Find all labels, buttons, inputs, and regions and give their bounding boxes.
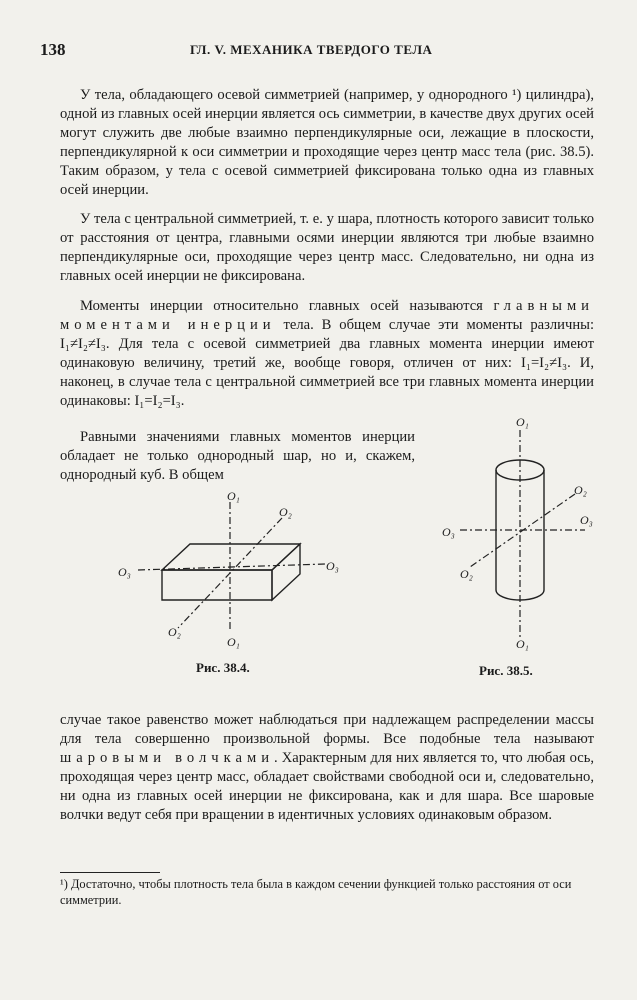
label-o1-bottom: O₁	[227, 635, 240, 649]
paragraph-4: Равными значениями главных моментов инерции обладает не только однородный шар, но и, скажем, однородный куб. В общем	[60, 429, 415, 483]
label-o3-left: O₃	[442, 525, 455, 539]
term-principal-moments: главными моментами инерции	[60, 298, 594, 333]
running-title: ГЛ. V. МЕХАНИКА ТВЕРДОГО ТЕЛА	[190, 42, 433, 57]
paragraph-2: У тела с центральной симметрией, т. е. у шара, плотность которого зависит только от расстояния от центра, главными осями инерции являются три любые взаимно перпендикулярные оси, проходящие через центр масс. Следовательно, ни одна из главных осей инерции не фиксирована.	[60, 211, 594, 284]
paragraph-1: У тела, обладающего осевой симметрией (например, у однородного ¹) цилиндра), одной из главных осей инерции является ось симметрии, в качестве двух других осей могут служить две любые взаимно перпендикулярные оси, лежащие в плоскости, перпендикулярной к оси симметрии и проходящие через центр масс тела (рис. 38.5). Таким образом, у тела с осевой симметрией фиксирована только одна из главных осей инерции.	[60, 87, 594, 198]
figure-38-5	[440, 412, 600, 657]
figure-38-4	[110, 480, 360, 655]
box-top-face	[162, 544, 300, 570]
label-o2-bottom: O₂	[168, 625, 181, 639]
label-o2-bottom: O₂	[460, 567, 473, 581]
axes	[460, 430, 585, 637]
paragraph-3	[60, 297, 594, 411]
term-spherical-tops: шаровыми волчками	[60, 750, 275, 766]
label-o2-top: O₂	[574, 483, 587, 497]
footnote: ¹) Достаточно, чтобы плотность тела была в каждом сечении функцией только расстояния от оси симметрии.	[60, 877, 572, 907]
page-number: 138	[40, 40, 66, 59]
label-o3-right: O₃	[326, 559, 339, 573]
label-o3-right: O₃	[580, 513, 593, 527]
label-o2-top: O₂	[279, 505, 292, 519]
p5-start: случае такое равенство может наблюдаться при надлежащем распределении массы для тела совершенно произвольной формы. Все подобные тела называют	[60, 712, 594, 747]
p3-rest: тела. В общем случае эти моменты различны: I₁≠I₂≠I₃. Для тела с осевой симметрией два главных момента инерции имеют одинаковую величину, третий же, вообще говоря, отличен от них: I₁=I₂≠I₃. И, наконец, в случае тела с центральной симметрией все три главных момента инерции одинаковы: I₁=I₂=I₃.	[60, 317, 594, 409]
label-o1-bottom: O₁	[516, 637, 529, 651]
box-front-face	[162, 570, 272, 600]
box-drawing	[162, 544, 300, 600]
label-o1-top: O₁	[516, 415, 529, 429]
footnote-rule	[60, 872, 160, 873]
paragraph-5	[60, 711, 594, 825]
p5-rest: . Характерным для них является то, что любая ось, проходящая через центр масс, обладает свойствами свободной оси и, следовательно, ни одна из главных осей инерции не фиксирована, как и для шара. Все шаровые волчки ведут себя при вращении в идентичных условиях одинаковым образом.	[60, 750, 595, 823]
label-o1-top: O₁	[227, 489, 240, 503]
caption-fig-38-4: Рис. 38.4.	[196, 660, 250, 675]
page-header	[40, 40, 600, 62]
caption-fig-38-5: Рис. 38.5.	[479, 663, 533, 678]
p3-start: Моменты инерции относительно главных осей называются	[80, 298, 483, 314]
label-o3-left: O₃	[118, 565, 131, 579]
box-side-face	[272, 544, 300, 600]
